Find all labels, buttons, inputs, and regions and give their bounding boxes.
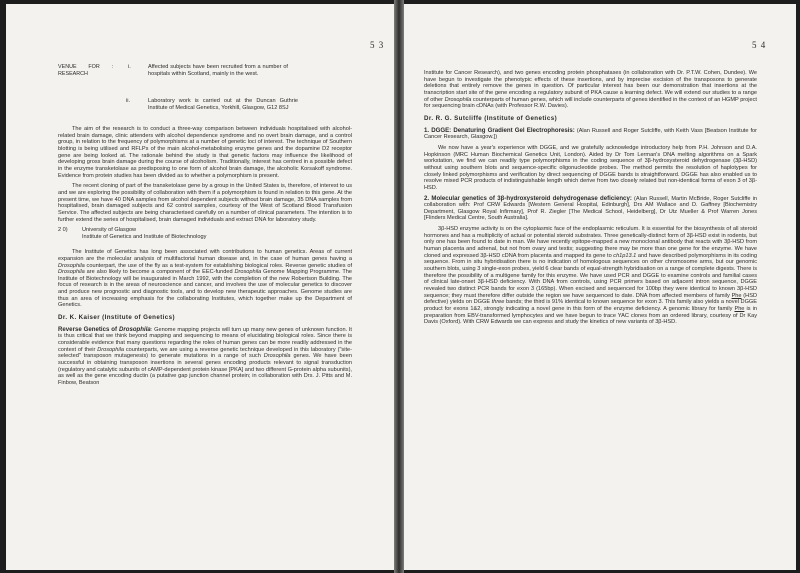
institution-number: 2 0): [58, 227, 68, 234]
venue-item-text: Laboratory work is carried out at the Duncan Guthrie Institute of Medical Genetics, Yorkhill, Glasgow, G12 8SJ: [148, 98, 298, 111]
page-number: 5 4: [752, 40, 767, 50]
paragraph: Reverse Genetics of Drosophila: Genome mapping projects will turn up many new genes of unknown function. It is thus critical that we think beyond mapping and sequencing to means of elucidating biological roles. Since there is considerable evidence that many questions regarding the roles of human genes can be more readily addressed in the context of their Drosophila counterparts, we are using a reverse genetic technique developed in this laboratory ("site-selected" transposon mutagenesis) to generate mutations in a range of such Drosophila genes. We have been successful in obtaining transposon insertions in several genes encoding products relevant to signal transduction (regulatory and catalytic subunits of cAMP-dependent protein kinase [PKA] and two different G-protein alpha subunits), as well as the gene encoding ductin (a putative gap junction channel protein; in collaboration with Drs. J. Pitts and M. Finbow, Beatson: [58, 325, 353, 386]
left-page-text: [58, 64, 352, 391]
institution-text: [82, 227, 322, 240]
subsection-heading: 1. DGGE: Denaturing Gradient Gel Electrophoresis: (Alan Russell and Roger Sutcliffe, with Keith Vass [Beatson Institute for Cancer Research, Glasgow.]): [424, 126, 757, 141]
left-page: [6, 4, 394, 570]
venue-item-number: i.: [128, 64, 131, 70]
section-heading: Dr. R. G. Sutcliffe (Institute of Genetics): [424, 114, 558, 122]
venue-item-number: ii.: [126, 98, 131, 104]
institution-name: University of Glasgow: [82, 227, 137, 234]
paragraph: We now have a year's experience with DGGE, and we gratefully acknowledge introductory help from P.H. Johnson and D.A. Hopkinson (MRC Human Biochemical Genetics Unit, London). Aided by Dr Tom Lerman's DNA melting algorithms on a Spark workstation, we find we can readily type polymorphisms in the coding sequence of 3β-hydroxysteroid dehydrogenase (3β-HSD) without using southern blots and sequence-specific oligonucleotide probes. The method permits the resolution of haplotypes for closely linked polymorphisms and verification by direct sequencing of DGGE bands is straightforward. DGGE has also enabled us to resolve mixed PCR products of indistinguishable length which derive from two closely related but non-identical forms of exon 3 of 3β-HSD.: [424, 144, 757, 191]
right-page: [404, 4, 796, 570]
paragraph: Institute for Cancer Research), and two genes encoding protein phosphatases (in collaboration with Dr. P.T.W. Cohen, Dundee). We have begun to investigate the phenotypic effects of these insertions, and by imprecise excision of the transposons to generate deletions that entirely remove the genes in question. Of particular interest has been our demonstration that insertions at the transcription start site of the gene encoding a regulatory subunit of PKA cause a learning defect. We will extend our studies to a range of other Drosophila counterparts of human genes, which will include counterparts of genes identified in the context of an HGMP project for sequencing brain cDNAs (with Professor R.W. Davies).: [424, 70, 757, 110]
venue-item-text: Affected subjects have been recruited from a number of hospitals within Scotland, mainly in the west.: [148, 64, 288, 77]
section-heading: Dr. K. Kaiser (Institute of Genetics): [58, 314, 175, 322]
page-number: 5 3: [370, 40, 385, 50]
venue-label: VENUE FOR : RESEARCH: [58, 64, 113, 77]
paragraph: The Institute of Genetics has long been associated with contributions to human genetics. Areas of current expansion are the molecular analysis of multifactorial human disease and, in the case of human genes having a Drosophila counterpart, the use of the fly as a test-system for establishing biological roles. Reverse genetic studies of Drosophila are also likely to become a component of the EEC-funded Drosophila Genome Mapping Programme. The Institute of Biotechnology will be inaugurated in March 1992, with the completion of the new Robertson Building. The focus of research is in the areas of neuroscience and cancer, and involves the use of molecular genetics to discover and produce new prognostic and diagnostic tools, and to develop new therapeutic approaches. Genome studies are thus an area of increasing emphasis for the collaborating Institutes, which together make up the Department of Genetics.: [58, 249, 352, 309]
paragraph: The aim of the research is to conduct a three-way comparison between individuals hospitalised with alcohol-related brain damage, clinic attenders with alcohol dependence syndrome and no overt brain damage, and a control group, in relation to the frequency of polymorphisms at a number of genetic loci of interest. The technique of Southern blotting is being utilised and RFLPs of the main alcohol-metabolising enzyme genes and the dopamine D2 receptor gene are being looked at. The rationale behind the study is that genetic factors may influence the likelihood of developing gross brain damage during the course of alcoholism. Traditionally, interest has centred in a possible defect in the enzyme transketolase as predisposing to one form of alcohol brain damage, the alcoholic Korsakoff syndrome. Evidence from protein studies has been divided as to whether a polymorphism is present.: [58, 126, 352, 179]
paragraph: 3β-HSD enzyme activity is on the cytoplasmic face of the endoplasmic reticulum. It is essential for the biosynthesis of all steroid hormones and has a multiplicity of actual or potential steroid substrates. Three genetically-distinct form of 3β-HSD exist in rodents, but only one has been found to date in man. We have recently epitope-mapped a new monoclonal antibody that reacts with 3β-HSD from human placenta and adrenal, but not from ovary and testis; suggesting there may be more than one gene for the enzyme. We have cloned and expressed 3β-HSD cDNA from placenta and mapped its gene to ch1p13.1 and have described polymorphisms in its coding sequence. From in situ hybridisation there is no indication of homologous sequences on other chromosome arms, but our genomic southern blots, using 3 single-exon probes, yield 6 clear bands of equal-strength hybridisation on a range of complete digests. There is therefore the possibility of a multigene family for this enzyme. We have used PCR and DGGE to examine controls and familial cases of clinical late-onset 3β-HSD deficiency. With DNA from controls, using PCR primers based on adjacent intron sequence, DGGE revealed two distinct PCR bands for exon 3 (165bp). When excised and sequenced for 100bp they were identical to known 3β-HSD sequence; they must therefore differ outside the region we have sequenced to date. DNA from affected members of family Phe (HSD defective) yields on DGGE three bands; the third is 91% identical to known sequence for exon 3. This family also yields a novel DGGE product for exons 1&2, strongly indicating a novel gene in this form of the enzyme deficiency. A genomic library for family Phe is in preparation from EBV-transformed lymphocytes and we have begun to trace YAC clones from an ordered library, courtesy of Dr Kay Davis (Oxford). With CRW Edwards we can express and study the kinetics of new variants of 3β-HSD.: [424, 226, 758, 326]
institution-block: [58, 227, 352, 247]
subsection-heading: 2. Molecular genetics of 3β-hydroxysteroid dehydrogenase deficiency: (Alan Russell, Martin McBride, Roger Sutcliffe in collaboration with: Prof CRW Edwards [Western General Hospital, Edinburgh], Drs AM Wallace and D. Gaffney [Biochemistry Department, Glasgow Royal Infirmary], Prof R. Ziegler [The Medical School, Heidelberg], Dr Utz Mueller & Prof Warren Jones [Flinders Medical Centre, South Australia].: [424, 194, 757, 222]
book-gutter: [394, 0, 404, 573]
venue-block: [58, 64, 352, 126]
right-page-text: [424, 70, 757, 330]
institution-department: Institute of Genetics and Institute of Biotechnology: [82, 233, 207, 240]
paragraph: The recent cloning of part of the transketolase gene by a group in the United States is, therefore, of interest to us and we are exploring the possibility of collaboration with them if a polymorphism is found in relation to this gene. At the present time, we have 40 DNA samples from alcohol dependent subjects without brain damage, 35 DNA samples from hospitalised, brain damaged subjects and 62 control samples, courtesy of the West of Scotland Blood Transfusion Service. The affected subjects are being characterised carefully on a number of clinical parameters. The intention is to further extend the series of hospitalised, brain damaged individuals and extract DNA for laboratory study.: [58, 183, 352, 223]
